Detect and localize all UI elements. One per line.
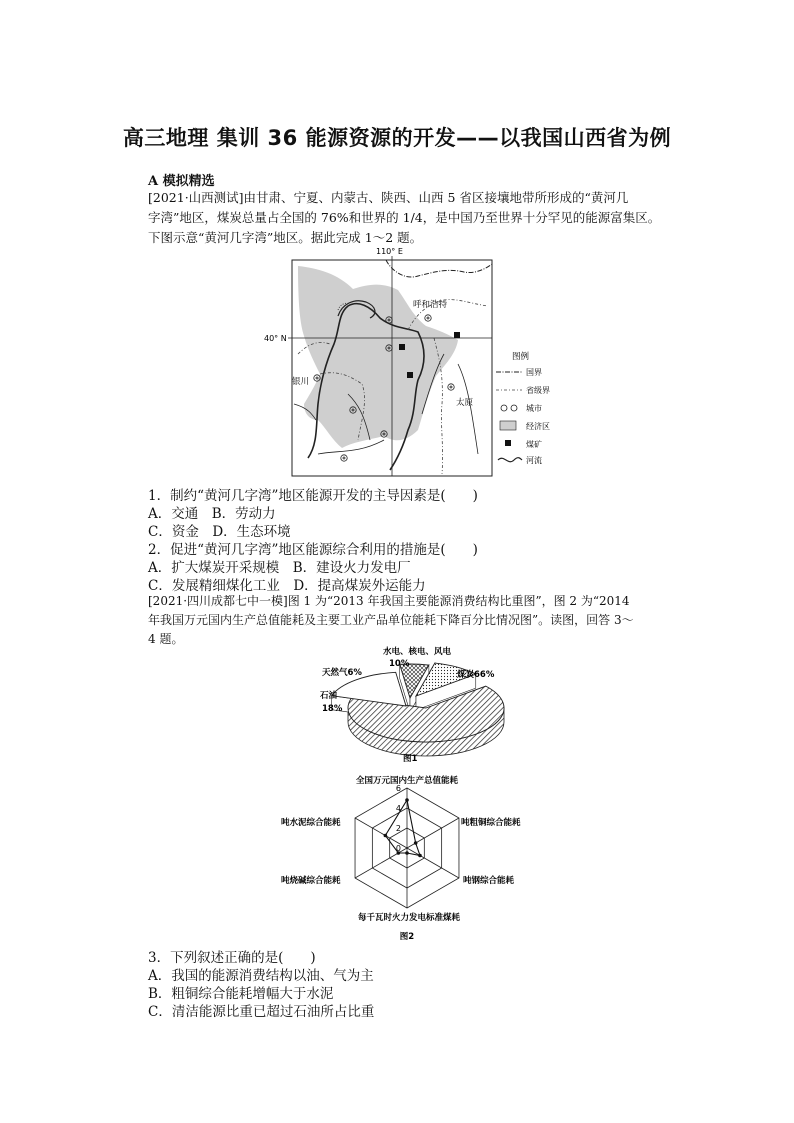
passage-1-line: 字湾”地区，煤炭总量占全国的 76%和世界的 1/4，是中国乃至世界十分罕见的能源富集区。 [148, 210, 661, 225]
legend-label: 河流 [526, 456, 542, 465]
question-3-stem: 3．下列叙述正确的是( ) [148, 950, 316, 966]
question-3-option-b: B．粗铜综合能耗增幅大于水泥 [148, 986, 334, 1002]
legend-label: 煤矿 [526, 440, 542, 449]
section-label: A 模拟精选 [148, 174, 215, 189]
coal-mine-icon [407, 372, 413, 378]
radar-axis-label: 每千瓦时火力发电标准煤耗 [357, 913, 461, 923]
passage-1-line: [2021·山西测试]由甘肃、宁夏、内蒙古、陕西、山西 5 省区接壤地带所形成的“黄河几 [148, 190, 629, 205]
radar-point [418, 854, 422, 858]
radar-axis-label: 吨粗铜综合能耗 [461, 818, 521, 828]
radar-series-line [385, 800, 420, 856]
passage-2-line: 年我国万元国内生产总值能耗及主要工业产品单位能耗下降百分比情况图”。读图，回答 3～ [148, 613, 634, 627]
radar-grid [355, 788, 459, 908]
huanghe-map [258, 244, 568, 482]
legend-label: 城市 [526, 404, 542, 413]
pie-label-oil: 石油 [320, 691, 338, 701]
passage-1-line: 下图示意“黄河几字湾”地区。据此完成 1～2 题。 [148, 230, 423, 245]
legend-title: 图例 [512, 352, 530, 362]
coal-mine-icon [399, 344, 405, 350]
pie-label-hydro: 水电、核电、风电 [383, 647, 452, 657]
passage-2 [148, 592, 678, 649]
pie-label-coal: 煤炭66% [457, 670, 495, 680]
radar-tick-label: 6 [395, 784, 401, 793]
radar-caption: 图2 [399, 932, 415, 942]
question-1-options-ab: A．交通 B．劳动力 [148, 506, 276, 522]
legend-label: 省级界 [526, 386, 550, 395]
latitude-label: 40° N [264, 334, 287, 343]
radar-tick-label: 4 [395, 804, 401, 813]
radar-axis-line [407, 848, 459, 878]
legend-city-icon [501, 405, 507, 411]
legend-coal-icon [505, 440, 511, 446]
question-1-stem: 1．制约“黄河几字湾”地区能源开发的主导因素是( ) [148, 488, 478, 504]
pie-label-oil-value: 18% [322, 704, 343, 714]
longitude-label: 110° E [376, 247, 403, 256]
pie-label-hydro-value: 10% [389, 659, 410, 669]
passage-2-line: 4 题。 [148, 632, 184, 646]
radar-tick-label: 2 [395, 824, 401, 833]
energy-pie-chart [308, 642, 518, 766]
question-3-option-c: C．清洁能源比重已超过石油所占比重 [148, 1004, 375, 1020]
map-legend [496, 351, 550, 465]
legend-city-icon [511, 405, 517, 411]
question-2-options-ab: A．扩大煤炭开采规模 B．建设火力发电厂 [148, 560, 411, 576]
radar-axis-label: 吨烧碱综合能耗 [281, 876, 341, 886]
page-title: 高三地理 集训 36 能源资源的开发——以我国山西省为例 [122, 126, 672, 150]
radar-axis-label: 全国万元国内生产总值能耗 [355, 776, 459, 786]
radar-tick-label: 0 [395, 844, 401, 853]
legend-river-icon [498, 458, 522, 462]
question-3-option-a: A．我国的能源消费结构以油、气为主 [148, 968, 374, 984]
city-label-hohhot: 呼和浩特 [413, 300, 448, 310]
question-2-options-cd: C．发展精细煤化工业 D．提高煤炭外运能力 [148, 578, 426, 594]
radar-point [384, 834, 388, 838]
pie-label-gas: 天然气6% [322, 668, 362, 678]
passage-2-line: [2021·四川成都七中一模]图 1 为“2013 年我国主要能源消费结构比重图”，图 2 为“2014 [148, 594, 630, 608]
question-2-stem: 2．促进“黄河几字湾”地区能源综合利用的措施是( ) [148, 542, 478, 558]
pie-caption: 图1 [403, 754, 418, 764]
city-label-taiyuan: 太原 [456, 398, 474, 408]
legend-label: 国界 [526, 368, 542, 377]
legend-label: 经济区 [526, 422, 550, 431]
radar-point [405, 798, 409, 802]
radar-point [414, 841, 418, 845]
question-1-options-cd: C．资金 D．生态环境 [148, 524, 291, 540]
radar-point [405, 851, 409, 855]
coal-mine-icon [454, 332, 460, 338]
legend-zone-swatch [500, 421, 516, 430]
radar-axis-label: 吨水泥综合能耗 [281, 818, 341, 828]
energy-radar-chart [276, 768, 538, 946]
radar-axis-label: 吨钢综合能耗 [463, 876, 515, 886]
passage-1 [148, 188, 678, 248]
city-label-yinchuan: 银川 [292, 377, 310, 387]
